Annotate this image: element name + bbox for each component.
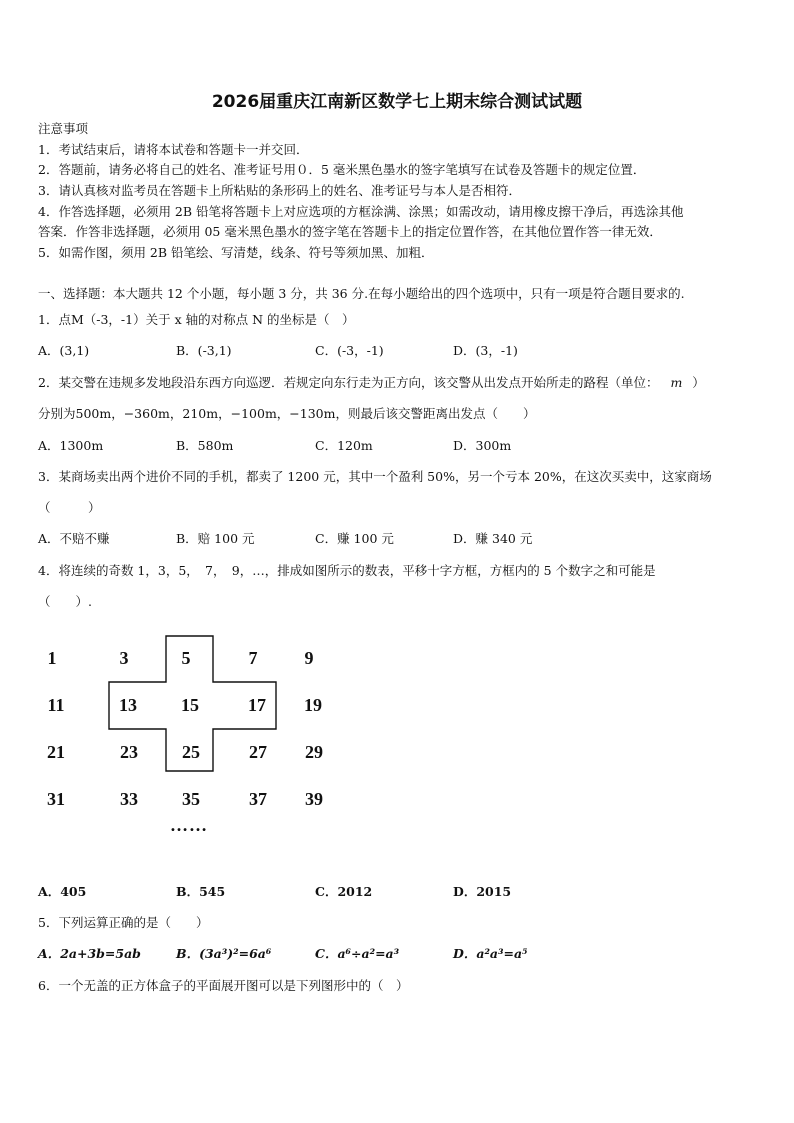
q4-option-b: B．545 [176, 884, 226, 899]
question-5-stem: 5．下列运算正确的是（ ） [38, 915, 209, 930]
q3-option-b: B．赔 100 元 [176, 531, 255, 546]
q2-option-d: D．300m [453, 438, 512, 453]
section-heading: 一、选择题：本大题共 12 个小题，每小题 3 分，共 36 分.在每小题给出的四个选项中，只有一项是符合题目要求的. [38, 286, 685, 301]
q2-stem1-end: ） [692, 375, 705, 390]
table-cell: 25 [182, 742, 200, 762]
table-cell: 37 [249, 789, 267, 809]
question-4-options [38, 884, 778, 900]
q3-option-c: C．赚 100 元 [315, 531, 394, 546]
q2-option-a: A．1300m [38, 438, 104, 453]
notice-item-4-cont: 答案．作答非选择题，必须用 05 毫米黑色墨水的签字笔在答题卡上的指定位置作答，在其他位置作答一律无效． [38, 224, 662, 239]
q5-option-b: B．(3a³)²=6a⁶ [176, 946, 272, 961]
question-4-stem-1: 4．将连续的奇数 1，3，5， 7， 9，…，排成如图所示的数表，平移十字方框，方框内的 5 个数字之和可能是 [38, 563, 656, 578]
q5-option-d: D．a²a³=a⁵ [453, 946, 528, 961]
notice-item-1: 1．考试结束后，请将本试卷和答题卡一并交回． [38, 142, 309, 157]
q2-unit: m [670, 375, 683, 390]
table-cell: 33 [120, 789, 138, 809]
q4-option-a: A．405 [38, 884, 87, 899]
q5-option-a: A．2a+3b=5ab [38, 946, 141, 961]
table-cell: 23 [120, 742, 138, 762]
table-cell: 27 [249, 742, 267, 762]
q2-option-b: B．580m [176, 438, 234, 453]
notice-heading: 注意事项 [38, 121, 89, 136]
question-4-stem-2: （ ）. [38, 594, 92, 609]
table-ellipsis: …… [170, 815, 208, 835]
table-cell: 1 [47, 648, 57, 668]
page-title: 2026届重庆江南新区数学七上期末综合测试试题 [211, 92, 583, 112]
question-6-stem: 6．一个无盖的正方体盒子的平面展开图可以是下列图形中的（ ） [38, 978, 409, 993]
notice-item-2: 2．答题前，请务必将自己的姓名、准考证号用０．5 毫米黑色墨水的签字笔填写在试卷及答题卡的规定位置． [38, 162, 646, 177]
table-cell: 21 [47, 742, 65, 762]
table-cell: 35 [182, 789, 200, 809]
question-1-stem: 1．点M（-3，-1）关于 x 轴的对称点 N 的坐标是（ ） [38, 312, 355, 327]
table-cell: 17 [248, 695, 266, 715]
q4-option-c: C．2012 [315, 884, 373, 899]
table-cell: 15 [181, 695, 199, 715]
notice-item-5: 5．如需作图，须用 2B 铅笔绘、写清楚，线条、符号等须加黑、加粗． [38, 245, 434, 260]
question-5-options [38, 946, 778, 962]
table-cell: 31 [47, 789, 65, 809]
notice-item-3: 3．请认真核对监考员在答题卡上所粘贴的条形码上的姓名、准考证号与本人是否相符． [38, 183, 521, 198]
notice-item-4: 4．作答选择题，必须用 2B 铅笔将答题卡上对应选项的方框涂满、涂黑；如需改动，请用橡皮擦干净后，再选涂其他 [38, 204, 684, 219]
q5-option-c: C．a⁶÷a²=a³ [315, 946, 400, 961]
q3-option-d: D．赚 340 元 [453, 531, 533, 546]
table-cell: 13 [119, 695, 137, 715]
q1-option-b: B．(-3,1) [176, 343, 232, 358]
q3-option-a: A．不赔不赚 [38, 531, 110, 546]
q1-option-a: A．(3,1) [38, 343, 90, 358]
q2-option-c: C．120m [315, 438, 373, 453]
q4-option-d: D．2015 [453, 884, 512, 899]
question-3-stem-1: 3．某商场卖出两个进价不同的手机，都卖了 1200 元，其中一个盈利 50%，另一个亏本 20%，在这次买卖中，这家商场 [38, 469, 712, 484]
question-3-stem-2: （ ） [38, 500, 101, 515]
table-cell: 19 [304, 695, 322, 715]
table-cell: 11 [47, 695, 65, 715]
table-cell: 7 [248, 648, 258, 668]
question-2-stem-2: 分别为500m，−360m，210m，−100m，−130m，则最后该交警距离出发点（ ） [38, 406, 536, 421]
q1-option-d: D．(3，-1) [453, 343, 518, 358]
table-cell: 9 [304, 648, 314, 668]
table-cell: 39 [305, 789, 323, 809]
table-cell: 5 [181, 648, 191, 668]
table-cell: 3 [119, 648, 129, 668]
q2-stem1-text: 2．某交警在违规多发地段沿东西方向巡逻．若规定向东行走为正方向，该交警从出发点开始所走的路程（单位： [38, 375, 659, 390]
table-cell: 29 [305, 742, 323, 762]
q1-option-c: C．(-3，-1) [315, 343, 384, 358]
